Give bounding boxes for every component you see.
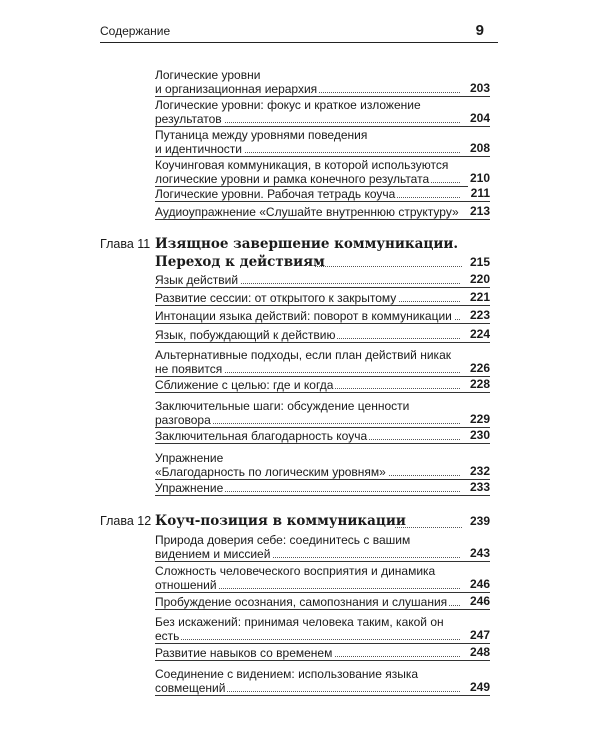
toc-page-number: 203 <box>467 81 490 95</box>
toc-page-number: 246 <box>467 594 490 608</box>
toc-entry[interactable] <box>155 68 490 97</box>
toc-entry-text: Коучинговая коммуникация, в которой используются <box>155 158 449 172</box>
toc-entry-text: Природа доверия себе: соединитесь с вашим <box>155 533 411 547</box>
toc-entry[interactable] <box>155 533 490 562</box>
toc-entry-text: Упражнение <box>155 481 224 495</box>
toc-entry-text: Заключительные шаги: обсуждение ценности <box>155 399 410 413</box>
toc-entry[interactable] <box>155 187 490 202</box>
toc-page-number: 221 <box>467 290 490 304</box>
toc-page-number: 211 <box>468 186 490 200</box>
toc-page-number: 224 <box>467 327 490 341</box>
toc-page-number: 204 <box>467 111 490 125</box>
toc-entry-text: Заключительная благодарность коуча <box>155 429 368 443</box>
running-header <box>100 20 498 43</box>
toc-entry-text: отношений <box>155 578 217 592</box>
toc-entry-text: Сложность человеческого восприятия и динамика <box>155 564 436 578</box>
toc-entry-text: Язык, побуждающий к действию <box>155 328 336 342</box>
toc-page-number: 233 <box>467 480 490 494</box>
toc-entry[interactable] <box>155 309 490 324</box>
toc-page-number: 213 <box>467 204 490 218</box>
toc-entry-text: разговора <box>155 413 211 427</box>
toc-page-number: 230 <box>467 428 490 442</box>
toc-page-number: 208 <box>467 141 490 155</box>
chapter-12-heading[interactable] <box>100 512 490 532</box>
toc-entry[interactable] <box>155 429 490 444</box>
toc-page-number: 246 <box>467 577 490 591</box>
chapter-page-number: 215 <box>469 255 490 269</box>
chapter-title: Переход к действиям <box>155 254 325 270</box>
toc-entry-text: «Благодарность по логическим уровням» <box>155 465 386 479</box>
toc-entry[interactable] <box>155 564 490 593</box>
chapter-title: Коуч-позиция в коммуникации <box>155 513 406 529</box>
toc-entry[interactable] <box>155 128 490 157</box>
toc-page-number: 249 <box>467 680 490 694</box>
toc-entry-text: не появится <box>155 362 223 376</box>
header-title: Содержание <box>100 24 171 38</box>
toc-entry[interactable] <box>155 158 490 187</box>
chapter-title: Изящное завершение коммуникации. <box>155 236 459 252</box>
toc-entry-text: Пробуждение осознания, самопознания и слушания <box>155 595 448 609</box>
toc-entry-text: видением и миссией <box>155 547 271 561</box>
toc-entry-text: и идентичности <box>155 142 242 156</box>
toc-entry[interactable] <box>155 399 490 428</box>
toc-page-number: 228 <box>467 377 490 391</box>
toc-entry-text: и организационная иерархия <box>155 82 318 96</box>
toc-entry-text: Развитие навыков со временем <box>155 646 333 660</box>
toc-page-number: 243 <box>467 546 490 560</box>
toc-entry[interactable] <box>155 667 490 696</box>
toc-entry[interactable] <box>155 595 490 610</box>
toc-entry-text: совмещений <box>155 681 226 695</box>
header-page-number: 9 <box>475 22 484 39</box>
toc-entry-text: Развитие сессии: от открытого к закрытому <box>155 291 397 305</box>
toc-entry-text: логические уровни и рамка конечного результата <box>155 172 430 186</box>
toc-entry-text: Сближение с целью: где и когда <box>155 378 334 392</box>
toc-entry[interactable] <box>155 328 490 343</box>
chapter-number: Глава 11 <box>100 237 151 251</box>
toc-entry-text: есть <box>155 629 180 643</box>
toc-entry[interactable] <box>155 291 490 306</box>
chapter-11-heading[interactable] <box>100 235 490 271</box>
toc-entry[interactable] <box>155 348 490 377</box>
toc-entry-text: Интонации языка действий: поворот в коммуникации <box>155 309 452 323</box>
toc-entry-text: Логические уровни: фокус и краткое изложение <box>155 98 421 112</box>
toc-page-number: 223 <box>467 308 490 322</box>
leader-dots <box>395 527 462 528</box>
toc-entry-text: Упражнение <box>155 451 224 465</box>
toc-entry-text: результатов <box>155 112 222 126</box>
toc-entry[interactable] <box>155 615 490 644</box>
toc-entry[interactable] <box>155 98 490 127</box>
toc-entry[interactable] <box>155 378 490 393</box>
chapter-page-number: 239 <box>469 514 490 528</box>
toc-entry-text: Путаница между уровнями поведения <box>155 128 368 142</box>
toc-entry-text: Аудиоупражнение «Слушайте внутреннюю структуру» <box>155 205 459 219</box>
toc-entry[interactable] <box>155 205 490 220</box>
toc-entry-text: Язык действий <box>155 273 239 287</box>
toc-page-number: 210 <box>467 171 490 185</box>
toc-entry[interactable] <box>155 646 490 661</box>
leader-dots <box>315 266 462 267</box>
toc-entry[interactable] <box>155 481 490 496</box>
toc-page-number: 248 <box>467 645 490 659</box>
toc-entry-text: Без искажений: принимая человека таким, какой он <box>155 615 444 629</box>
toc-entry-text: Логические уровни. Рабочая тетрадь коуча <box>155 187 396 201</box>
toc-entry-text: Соединение с видением: использование языка <box>155 667 419 681</box>
toc-page-number: 226 <box>467 361 490 375</box>
toc-entry[interactable] <box>155 451 490 480</box>
toc-entry[interactable] <box>155 273 490 288</box>
chapter-number: Глава 12 <box>100 514 152 528</box>
toc-page-number: 220 <box>467 272 490 286</box>
toc-page-number: 247 <box>467 628 490 642</box>
toc-page-number: 229 <box>467 412 490 426</box>
toc-page-number: 232 <box>467 464 490 478</box>
toc-entry-text: Логические уровни <box>155 68 261 82</box>
toc-entry-text: Альтернативные подходы, если план действий никак <box>155 348 451 362</box>
